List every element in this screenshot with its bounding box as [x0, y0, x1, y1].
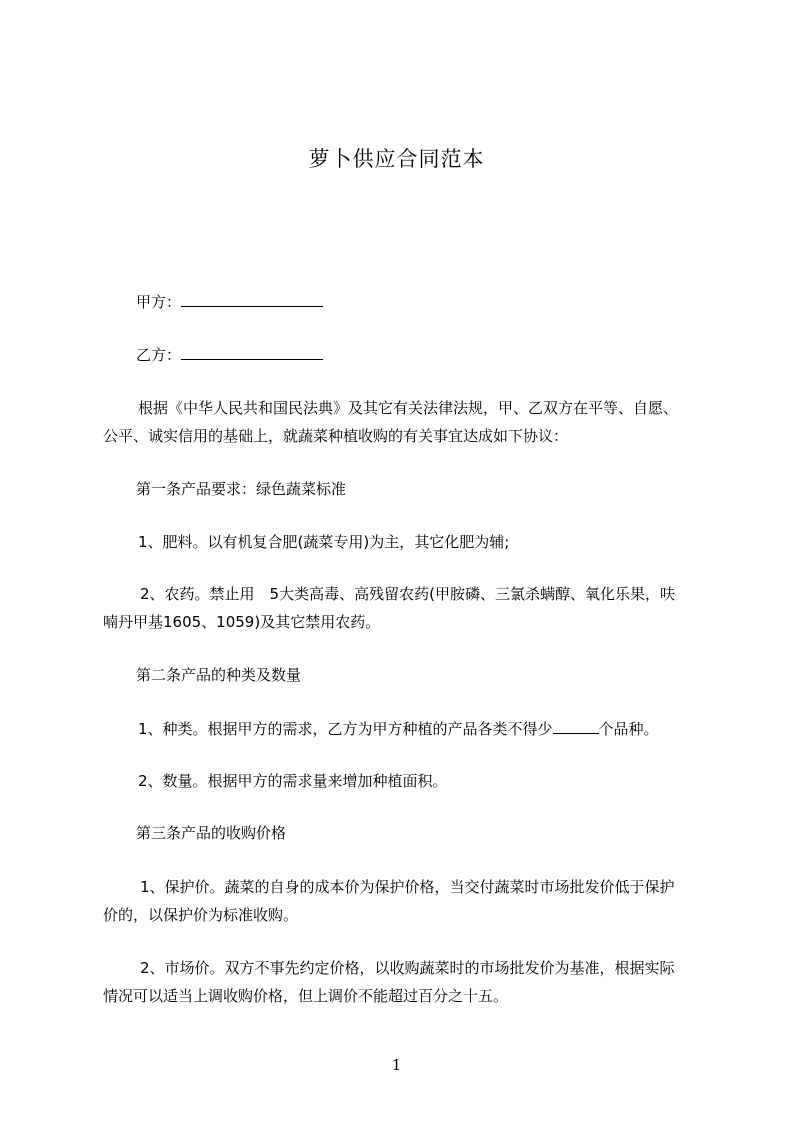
- article-3-item-1-line-2: 价的，以保护价为标准收购。: [103, 906, 299, 924]
- article-3-item-2-line-2: 情况可以适当上调收购价格，但上调价不能超过百分之十五。: [103, 987, 509, 1005]
- article-1-heading: 第一条产品要求：绿色蔬菜标准: [136, 480, 347, 498]
- variety-count-blank: [553, 718, 599, 734]
- article-2-heading: 第二条产品的种类及数量: [136, 666, 302, 684]
- article-1-item-2-line-1: 2、农药。禁止用 5大类高毒、高残留农药(甲胺磷、三氯杀螨醇、氧化乐果，呋: [140, 585, 675, 603]
- article-3-heading: 第三条产品的收购价格: [136, 824, 287, 842]
- article-2-item-2: 2、数量。根据甲方的需求量来增加种植面积。: [138, 772, 448, 790]
- party-b-line: [136, 344, 323, 365]
- article-1-item-2-line-2: 喃丹甲基1605、1059)及其它禁用农药。: [103, 613, 381, 631]
- party-a-line: [136, 291, 323, 312]
- article-2-item-1-text: 1、种类。根据甲方的需求，乙方为甲方种植的产品各类不得少: [138, 720, 553, 738]
- article-3-item-1-line-1: 1、保护价。蔬菜的自身的成本价为保护价格，当交付蔬菜时市场批发价低于保护: [140, 878, 675, 896]
- preamble-line-2: 公平、诚实信用的基础上，就蔬菜种植收购的有关事宜达成如下协议：: [103, 427, 569, 445]
- article-3-item-2-line-1: 2、市场价。双方不事先约定价格，以收购蔬菜时的市场批发价为基准，根据实际: [140, 959, 675, 977]
- document-title: 萝卜供应合同范本: [308, 147, 485, 171]
- party-a-blank: [181, 291, 323, 307]
- party-b-label: 乙方：: [136, 346, 182, 364]
- preamble-line-1: 根据《中华人民共和国民法典》及其它有关法律法规，甲、乙双方在平等、自愿、: [138, 399, 679, 417]
- page-number: 1: [391, 1056, 402, 1074]
- party-b-blank: [181, 344, 323, 360]
- party-a-label: 甲方：: [136, 293, 182, 311]
- article-2-item-1-suffix: 个品种。: [598, 720, 659, 738]
- article-1-item-1: 1、肥料。以有机复合肥(蔬菜专用)为主，其它化肥为辅;: [138, 533, 510, 551]
- article-2-item-1: [138, 718, 659, 739]
